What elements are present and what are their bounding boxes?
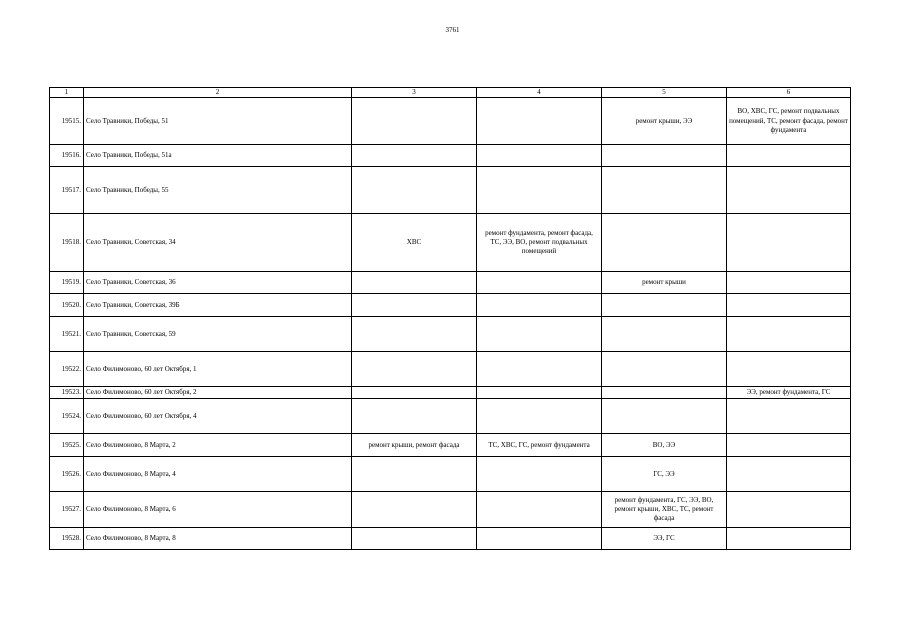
cell-col3 (352, 294, 477, 317)
cell-col5 (602, 387, 727, 399)
cell-col6: ВО, ХВС, ГС, ремонт подвальных помещений, ТС, ремонт фасада, ремонт фундамента (727, 98, 851, 145)
column-header: 2 (84, 88, 352, 98)
row-number: 19516. (50, 145, 84, 167)
column-header: 4 (477, 88, 602, 98)
row-number: 19518. (50, 214, 84, 272)
table-row (50, 145, 851, 167)
row-number: 19523. (50, 387, 84, 399)
row-address: Село Филимоново, 8 Марта, 8 (84, 528, 352, 550)
row-address: Село Травники, Советская, 36 (84, 272, 352, 294)
cell-col4 (477, 145, 602, 167)
page-number: 3761 (445, 26, 460, 34)
cell-col3 (352, 317, 477, 352)
cell-col5 (602, 145, 727, 167)
row-address: Село Филимоново, 60 лет Октября, 4 (84, 399, 352, 434)
row-number: 19519. (50, 272, 84, 294)
table-row (50, 317, 851, 352)
cell-col5 (602, 294, 727, 317)
cell-col5 (602, 214, 727, 272)
cell-col6 (727, 214, 851, 272)
row-number: 19526. (50, 457, 84, 492)
table-row (50, 387, 851, 399)
cell-col4 (477, 317, 602, 352)
cell-col4 (477, 352, 602, 387)
cell-col4 (477, 98, 602, 145)
cell-col5 (602, 167, 727, 214)
cell-col3: ХВС (352, 214, 477, 272)
row-address: Село Травники, Победы, 51 (84, 98, 352, 145)
column-header: 6 (727, 88, 851, 98)
row-number: 19528. (50, 528, 84, 550)
cell-col3 (352, 272, 477, 294)
cell-col5: ремонт крыши (602, 272, 727, 294)
cell-col6 (727, 492, 851, 528)
cell-col6: ЭЭ, ремонт фундамента, ГС (727, 387, 851, 399)
cell-col5: ремонт крыши, ЭЭ (602, 98, 727, 145)
cell-col4 (477, 492, 602, 528)
cell-col3 (352, 399, 477, 434)
header-row (50, 88, 851, 98)
column-header: 5 (602, 88, 727, 98)
cell-col6 (727, 317, 851, 352)
row-address: Село Филимоново, 60 лет Октября, 2 (84, 387, 352, 399)
table-row (50, 399, 851, 434)
table-row (50, 214, 851, 272)
cell-col5 (602, 399, 727, 434)
cell-col3 (352, 387, 477, 399)
cell-col4 (477, 272, 602, 294)
cell-col5 (602, 317, 727, 352)
table-row (50, 294, 851, 317)
cell-col6 (727, 457, 851, 492)
row-address: Село Травники, Советская, 34 (84, 214, 352, 272)
cell-col4 (477, 294, 602, 317)
cell-col6 (727, 145, 851, 167)
cell-col4: ТС, ХВС, ГС, ремонт фундамента (477, 434, 602, 457)
cell-col6 (727, 272, 851, 294)
table-row (50, 492, 851, 528)
cell-col6 (727, 167, 851, 214)
cell-col6 (727, 434, 851, 457)
cell-col4 (477, 399, 602, 434)
cell-col6 (727, 399, 851, 434)
row-address: Село Филимоново, 60 лет Октября, 1 (84, 352, 352, 387)
cell-col3 (352, 145, 477, 167)
table-row (50, 167, 851, 214)
cell-col5: ЭЭ, ГС (602, 528, 727, 550)
table-row (50, 352, 851, 387)
cell-col3 (352, 98, 477, 145)
row-number: 19527. (50, 492, 84, 528)
row-address: Село Травники, Победы, 51а (84, 145, 352, 167)
column-header: 3 (352, 88, 477, 98)
row-number: 19515. (50, 98, 84, 145)
cell-col5: ВО, ЭЭ (602, 434, 727, 457)
cell-col4 (477, 167, 602, 214)
cell-col4 (477, 528, 602, 550)
cell-col5: ГС, ЭЭ (602, 457, 727, 492)
cell-col3: ремонт крыши, ремонт фасада (352, 434, 477, 457)
cell-col6 (727, 528, 851, 550)
cell-col6 (727, 352, 851, 387)
row-number: 19524. (50, 399, 84, 434)
row-address: Село Травники, Советская, 39Б (84, 294, 352, 317)
cell-col6 (727, 294, 851, 317)
row-number: 19525. (50, 434, 84, 457)
table-row (50, 272, 851, 294)
cell-col3 (352, 352, 477, 387)
cell-col3 (352, 528, 477, 550)
row-address: Село Травники, Советская, 59 (84, 317, 352, 352)
row-number: 19521. (50, 317, 84, 352)
cell-col3 (352, 167, 477, 214)
row-address: Село Филимоново, 8 Марта, 4 (84, 457, 352, 492)
row-address: Село Филимоново, 8 Марта, 2 (84, 434, 352, 457)
table-row (50, 457, 851, 492)
row-number: 19520. (50, 294, 84, 317)
works-table (49, 87, 851, 550)
row-number: 19517. (50, 167, 84, 214)
cell-col3 (352, 457, 477, 492)
cell-col4: ремонт фундамента, ремонт фасада, ТС, ЭЭ, ВО, ремонт подвальных помещений (477, 214, 602, 272)
cell-col5 (602, 352, 727, 387)
row-number: 19522. (50, 352, 84, 387)
cell-col4 (477, 387, 602, 399)
table-row (50, 98, 851, 145)
cell-col4 (477, 457, 602, 492)
column-header: 1 (50, 88, 84, 98)
row-address: Село Травники, Победы, 55 (84, 167, 352, 214)
row-address: Село Филимоново, 8 Марта, 6 (84, 492, 352, 528)
cell-col3 (352, 492, 477, 528)
table-row (50, 528, 851, 550)
table-row (50, 434, 851, 457)
cell-col5: ремонт фундамента, ГС, ЭЭ, ВО, ремонт крыши, ХВС, ТС, ремонт фасада (602, 492, 727, 528)
